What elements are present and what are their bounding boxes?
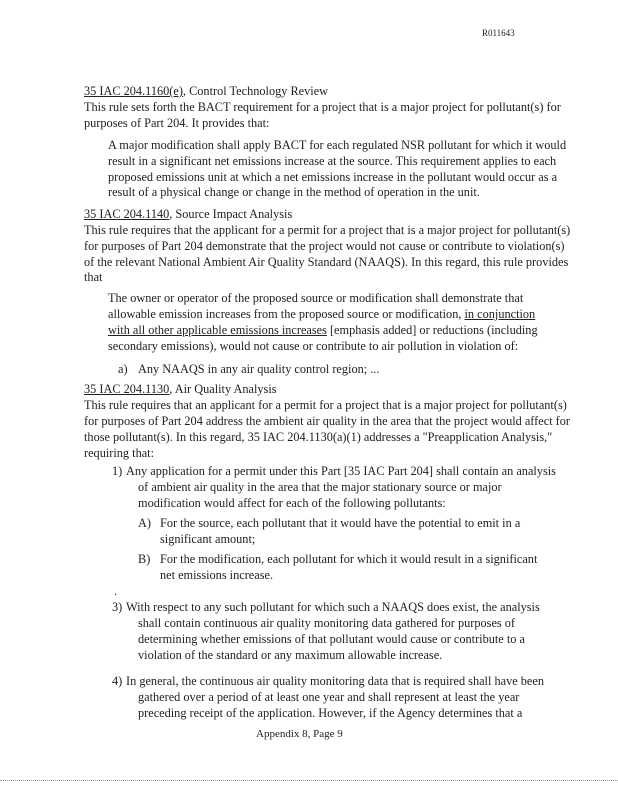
paragraph-line: that (84, 270, 103, 284)
emphasized-text: in conjunction (464, 307, 536, 321)
list-marker: 3) (112, 600, 123, 614)
quote-line: proposed emissions unit at which a net emissions increase in the pollutant would occur as a (108, 170, 558, 184)
document-id: R011643 (482, 28, 515, 38)
paragraph-line: for purposes of Part 204 demonstrate that the project would not cause or contribute to violation(s) (84, 239, 565, 253)
quote-line: A major modification shall apply BACT for each regulated NSR pollutant for which it would (108, 138, 567, 152)
heading-citation: 35 IAC 204.1130 (84, 382, 170, 396)
section-heading-air-quality (84, 382, 277, 397)
quote-text: [emphasis added] or reductions (including (326, 323, 538, 337)
paragraph-line: This rule requires that the applicant for a permit for a project that is a major project for pollutant(s) (84, 223, 571, 237)
quote-line: secondary emissions), would not cause or contribute to air pollution in violation of: (108, 339, 519, 353)
quote-line (108, 307, 535, 322)
section-heading-control-technology (84, 84, 328, 99)
list-item: For the source, each pollutant that it would have the potential to emit in a (160, 516, 521, 530)
list-item: determining whether emissions of that pollutant would cause or contribute to a (138, 632, 525, 646)
list-item: preceding receipt of the application. However, if the Agency determines that a (138, 706, 523, 720)
list-marker: B) (138, 552, 151, 566)
paragraph-line: This rule sets forth the BACT requirement for a project that is a major project for pollutant(s) for (84, 100, 561, 114)
list-item: With respect to any such pollutant for which such a NAAQS does exist, the analysis (126, 600, 540, 614)
quote-line: result in a significant net emissions increase at the source. This requirement applies to each (108, 154, 557, 168)
stray-mark: . (114, 584, 118, 598)
heading-title: , Source Impact Analysis (169, 207, 293, 221)
quote-line: result of a physical change or change in the method of operation in the unit. (108, 185, 480, 199)
paragraph-line: for purposes of Part 204 address the ambient air quality in the area that the project would affect for (84, 414, 571, 428)
list-item: gathered over a period of at least one year and shall represent at least the year (138, 690, 520, 704)
paragraph-line: requiring that: (84, 446, 155, 460)
list-marker: 4) (112, 674, 123, 688)
list-item: net emissions increase. (160, 568, 274, 582)
list-item: Any NAAQS in any air quality control region; ... (138, 362, 380, 376)
list-marker: 1) (112, 464, 123, 478)
quote-text: allowable emission increases from the proposed source or modification, (108, 307, 465, 321)
list-item: significant amount; (160, 532, 256, 546)
list-marker: a) (118, 362, 128, 376)
list-marker: A) (138, 516, 151, 530)
list-item: violation of the standard or any maximum allowable increase. (138, 648, 443, 662)
page-footer: Appendix 8, Page 9 (256, 728, 343, 740)
list-item: Any application for a permit under this Part [35 IAC Part 204] shall contain an analysis (126, 464, 556, 478)
paragraph-line: of the relevant National Ambient Air Quality Standard (NAAQS). In this regard, this rule provides (84, 255, 569, 269)
list-item: of ambient air quality in the area that the major stationary source or major (138, 480, 502, 494)
paragraph-line: those pollutant(s). In this regard, 35 IAC 204.1130(a)(1) addresses a "Preapplication Analysis," (84, 430, 553, 444)
list-item: For the modification, each pollutant for which it would result in a significant (160, 552, 538, 566)
list-item: In general, the continuous air quality monitoring data that is required shall have been (126, 674, 544, 688)
paragraph-line: purposes of Part 204. It provides that: (84, 116, 270, 130)
heading-citation: 35 IAC 204.1140 (84, 207, 170, 221)
paragraph-line: This rule requires that an applicant for a permit for a project that is a major project for pollutant(s) (84, 398, 567, 412)
section-heading-source-impact (84, 207, 292, 222)
emphasized-text: with all other applicable emissions increases (108, 323, 327, 337)
quote-line: The owner or operator of the proposed source or modification shall demonstrate that (108, 291, 524, 305)
scan-edge-divider (0, 780, 618, 781)
list-item: modification would affect for each of the following pollutants: (138, 496, 446, 510)
heading-title: , Control Technology Review (182, 84, 329, 98)
quote-line (108, 323, 538, 338)
list-item: shall contain continuous air quality monitoring data gathered for purposes of (138, 616, 516, 630)
heading-title: , Air Quality Analysis (169, 382, 277, 396)
heading-citation: 35 IAC 204.1160(e) (84, 84, 183, 98)
